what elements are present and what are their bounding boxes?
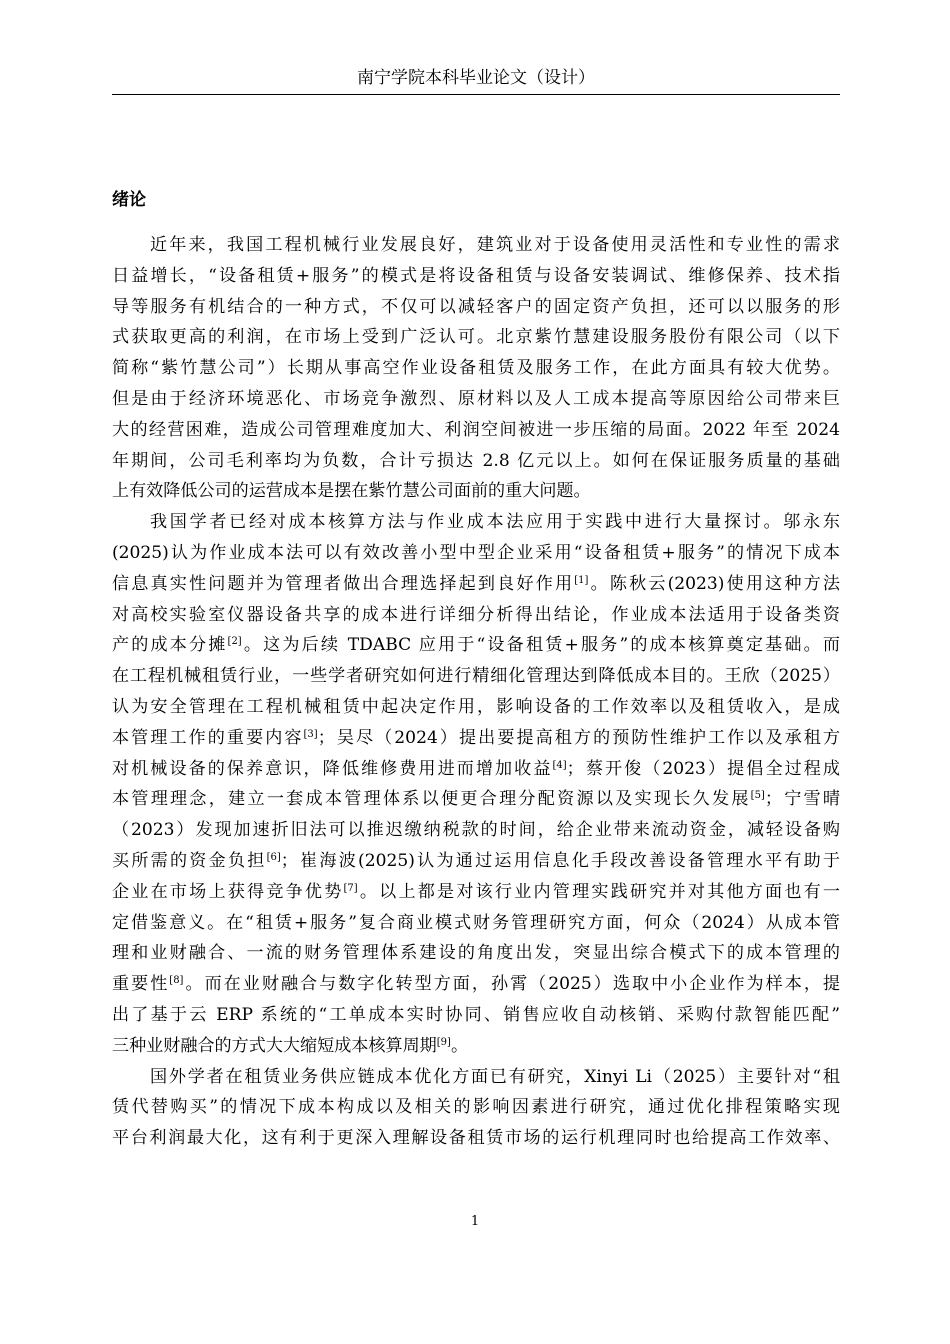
- line-text: 企业在市场上获得竞争优势: [112, 881, 344, 902]
- line-text: 近年来，我国工程机械行业发展良好，建筑业对于设备使用灵活性和专业性的需求: [150, 235, 840, 255]
- line-text: 大的经营困难，造成公司管理难度加大、利润空间被进一步压缩的局面。2022 年至 2024: [112, 419, 840, 440]
- line-text: 日益增长，“设备租赁+服务”的模式是将设备租赁与设备安装调试、维修保养、技术指: [112, 265, 840, 286]
- text-line: [112, 938, 840, 969]
- text-line: [112, 1062, 840, 1093]
- text-line: [112, 1092, 840, 1123]
- citation-marker: [8]: [169, 975, 184, 987]
- line-text: 年期间，公司毛利率均为负数，合计亏损达 2.8 亿元以上。如何在保证服务质量的基础: [112, 450, 840, 471]
- text-line: [112, 661, 840, 692]
- citation-marker: [9]: [436, 1036, 451, 1048]
- citation-marker: [7]: [343, 882, 358, 894]
- line-text: 上有效降低公司的运营成本是摆在紫竹慧公司面前的重大问题。: [112, 481, 591, 502]
- line-text-tail: 。这为后续 TDABC 应用于“设备租赁+服务”的成本核算奠定基础。而: [241, 635, 840, 656]
- text-line: [112, 415, 840, 446]
- text-line: [112, 322, 840, 353]
- line-text: 认为安全管理在工程机械租赁中起决定作用，影响设备的工作效率以及租赁收入，是成: [112, 696, 840, 717]
- text-line: [112, 754, 840, 785]
- header-divider: [112, 94, 840, 95]
- text-line: [112, 292, 840, 323]
- running-header: 南宁学院本科毕业论文（设计）: [357, 68, 595, 88]
- line-text: 平台利润最大化，这有利于更深入理解设备租赁市场的运行机理同时也给提高工作效率、: [112, 1128, 840, 1149]
- text-line: [112, 600, 840, 631]
- citation-marker: [6]: [266, 851, 281, 863]
- body-text: [112, 230, 840, 1154]
- text-line: [112, 630, 840, 661]
- citation-marker: [5]: [750, 790, 765, 802]
- line-text-tail: 。以上都是对该行业内管理实践研究并对其他方面也有一: [357, 881, 840, 902]
- text-line: [112, 569, 840, 600]
- citation-marker: [3]: [303, 728, 318, 740]
- line-text-tail: 。而在业财融合与数字化转型方面，孙霄（2025）选取中小企业作为样本，提: [183, 974, 840, 995]
- line-text: 简称“紫竹慧公司”）长期从事高空作业设备租赁及服务工作，在此方面具有较大优势。: [112, 358, 840, 379]
- line-text: 式获取更高的利润，在市场上受到广泛认可。北京紫竹慧建设服务股份有限公司（以下: [112, 327, 840, 348]
- line-text-tail: ；崔海波(2025)认为通过运用信息化手段改善设备管理水平有助于: [280, 850, 840, 871]
- line-text: 产的成本分摊: [112, 635, 228, 656]
- line-text: 在工程机械租赁行业，一些学者研究如何进行精细化管理达到降低成本目的。王欣（2025）: [112, 666, 840, 687]
- page-number: 1: [470, 1214, 480, 1229]
- text-line: [112, 1000, 840, 1031]
- line-text: 信息真实性问题并为管理者做出合理选择起到良好作用: [112, 573, 575, 594]
- text-line: [112, 846, 840, 877]
- line-text: 对高校实验室仪器设备共享的成本进行详细分析得出结论，作业成本法适用于设备类资: [112, 604, 840, 625]
- line-text: （2023）发现加速折旧法可以推迟缴纳税款的时间，给企业带来流动资金，减轻设备购: [112, 820, 840, 841]
- text-line: [112, 969, 840, 1000]
- text-line: [112, 692, 840, 723]
- line-text-tail: 。: [450, 1035, 469, 1056]
- line-text: 买所需的资金负担: [112, 850, 267, 871]
- text-line: [112, 384, 840, 415]
- citation-marker: [1]: [574, 574, 589, 586]
- line-text: 但是由于经济环境恶化、市场竞争激烈、原材料以及人工成本提高等原因给公司带来巨: [112, 388, 840, 409]
- text-line: [112, 723, 840, 754]
- line-text: 对机械设备的保养意识，降低维修费用进而增加收益: [112, 758, 553, 779]
- citation-marker: [2]: [227, 636, 242, 648]
- line-text: 理和业财融合、一流的财务管理体系建设的角度出发，突显出综合模式下的成本管理的: [112, 943, 840, 964]
- text-line: [112, 353, 840, 384]
- text-line: [112, 908, 840, 939]
- line-text: (2025)认为作业成本法可以有效改善小型中型企业采用“设备租赁+服务”的情况下成本: [112, 542, 840, 563]
- line-text: 国外学者在租赁业务供应链成本优化方面已有研究，Xinyi Li（2025）主要针对“租: [150, 1066, 840, 1087]
- line-text: 本管理工作的重要内容: [112, 727, 304, 748]
- line-text: 赁代替购买”的情况下成本构成以及相关的影响因素进行研究，通过优化排程策略实现: [112, 1097, 840, 1118]
- line-text: 出了基于云 ERP 系统的“工单成本实时协同、销售应收自动核销、采购付款智能匹配”: [112, 1004, 840, 1025]
- text-line: [112, 261, 840, 292]
- text-line: [112, 507, 840, 538]
- line-text-tail: 。陈秋云(2023)使用这种方法: [588, 573, 840, 594]
- line-text: 我国学者已经对成本核算方法与作业成本法应用于实践中进行大量探讨。邬永东: [150, 512, 840, 533]
- text-line: [112, 230, 840, 261]
- text-line: [112, 784, 840, 815]
- line-text: 本管理理念，建立一套成本管理体系以便更合理分配资源以及实现长久发展: [112, 789, 751, 810]
- text-line: [112, 538, 840, 569]
- line-text-tail: ；宁雪晴: [764, 789, 840, 810]
- text-line: [112, 1123, 840, 1154]
- line-text-tail: ；吴尽（2024）提出要提高租方的预防性维护工作以及承租方: [317, 727, 840, 748]
- text-line: [112, 815, 840, 846]
- citation-marker: [4]: [552, 759, 567, 771]
- line-text: 重要性: [112, 974, 170, 995]
- line-text: 导等服务有机结合的一种方式，不仅可以减轻客户的固定资产负担，还可以以服务的形: [112, 296, 840, 317]
- text-line: [112, 1031, 840, 1062]
- text-line: [112, 476, 840, 507]
- text-line: [112, 446, 840, 477]
- line-text: 定借鉴意义。在“租赁+服务”复合商业模式财务管理研究方面，何众（2024）从成本管: [112, 912, 840, 933]
- line-text: 三种业财融合的方式大大缩短成本核算周期: [112, 1035, 437, 1056]
- section-title: 绪论: [112, 190, 146, 210]
- text-line: [112, 877, 840, 908]
- line-text-tail: ；蔡开俊（2023）提倡全过程成: [566, 758, 840, 779]
